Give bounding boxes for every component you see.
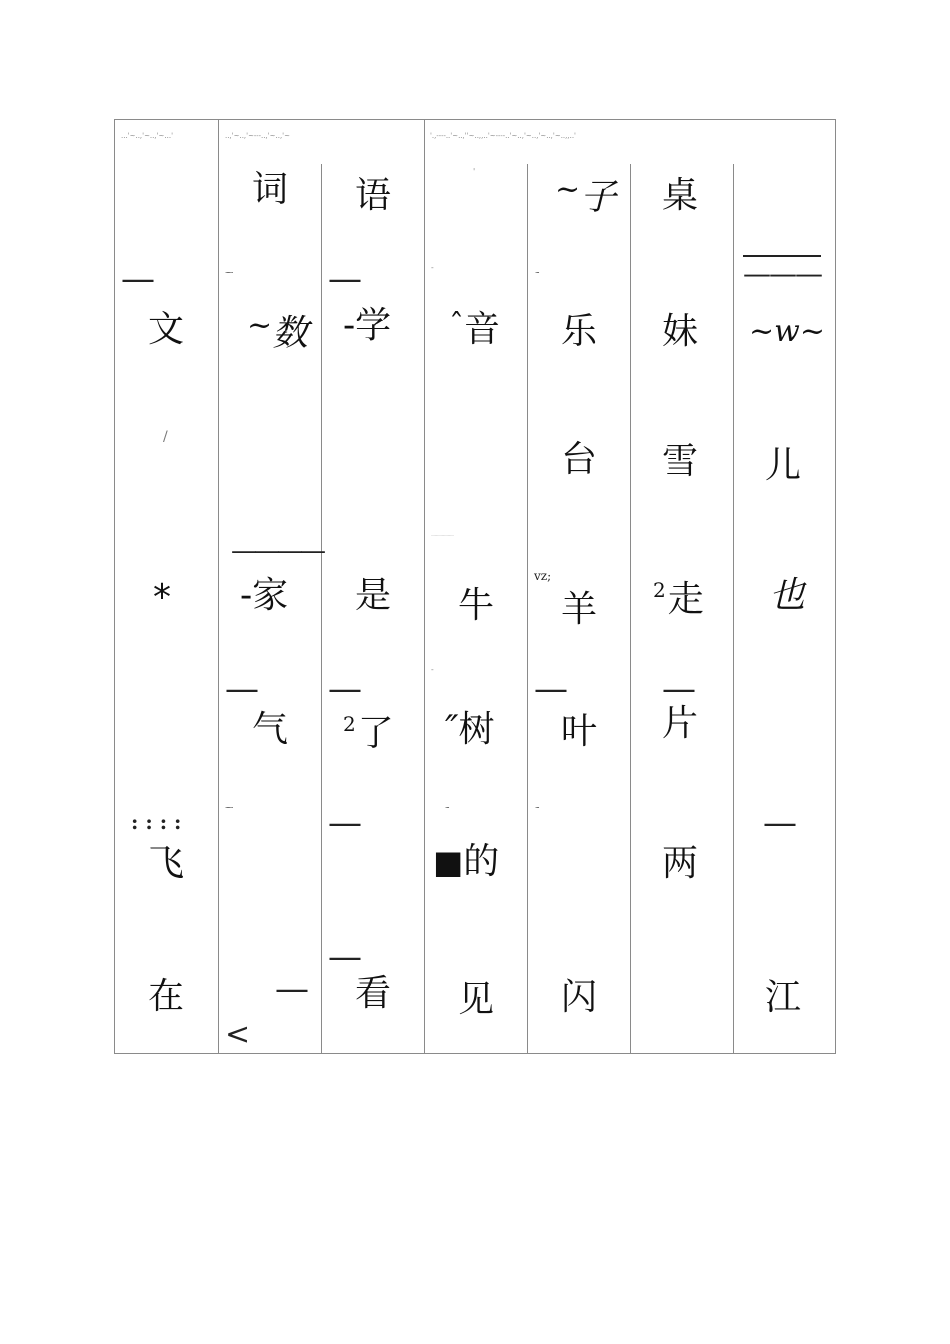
char-jiang: 江 <box>765 977 802 1018</box>
char-yin: 音 <box>464 309 501 350</box>
char-le: 了 <box>357 713 394 754</box>
char-qi: 气 <box>252 709 289 750</box>
dash-mark: — <box>328 803 362 843</box>
char-wen: 文 <box>148 309 185 350</box>
column-divider-1 <box>218 120 219 1053</box>
dash-mark: — <box>328 259 362 299</box>
char-zou: 走 <box>667 579 704 620</box>
column-divider-4 <box>527 164 528 1053</box>
w-tilde-mark: ~w~ <box>749 314 825 349</box>
tiny-mark: ' <box>473 167 476 176</box>
char-yu: 语 <box>355 175 392 216</box>
char-shan: 闪 <box>561 977 598 1018</box>
char-star: * <box>153 577 171 618</box>
char-zi: 子 <box>580 177 617 218</box>
column-divider-2 <box>321 164 322 1053</box>
char-er: 儿 <box>765 445 802 486</box>
char-fei: 飞 <box>148 843 185 884</box>
char-kan: 看 <box>355 973 392 1014</box>
prefix-dash: - <box>240 575 253 616</box>
tiny-dash: - <box>431 665 434 674</box>
black-square-mark: ■ <box>433 843 464 881</box>
dash-mark: — <box>534 669 568 709</box>
char-shu: 数 <box>272 313 309 354</box>
char-jia-with-prefix <box>240 576 288 616</box>
prefix-dash: - <box>343 305 356 346</box>
char-ci: 词 <box>252 169 289 210</box>
char-pian: 片 <box>662 703 699 744</box>
dash-mark: — <box>275 969 309 1009</box>
char-zai: 在 <box>148 976 185 1017</box>
header-group-1: ...'~..,'~..,'~...' <box>121 132 173 140</box>
dot-row: ...... <box>225 802 233 810</box>
char-jian: 见 <box>458 979 495 1020</box>
char-xue-snow: 雪 <box>662 441 699 482</box>
char-shu-tree: 树 <box>458 709 495 750</box>
char-le-with-sup <box>343 704 394 754</box>
char-de-with-square <box>433 842 499 882</box>
char-shi: 是 <box>355 575 392 616</box>
column-divider-5 <box>630 164 631 1053</box>
superscript-2: 2 <box>343 712 356 736</box>
dotted-line: .......................... <box>431 532 454 537</box>
caret-mark: ˆ <box>449 308 464 343</box>
dash-mark: — <box>328 937 362 977</box>
dash-mark: — <box>225 669 259 709</box>
char-zhuo: 桌 <box>662 175 699 216</box>
char-jia: 家 <box>252 575 289 616</box>
char-mei: 妹 <box>662 311 699 352</box>
column-divider-3 <box>424 120 425 1053</box>
char-xue-with-prefix <box>343 306 391 346</box>
colon-dots: : : : : <box>131 810 182 834</box>
char-zou-with-sup <box>653 570 704 620</box>
char-yue: 乐 <box>561 311 598 352</box>
column-divider-6 <box>733 164 734 1053</box>
char-xue: 学 <box>355 305 392 346</box>
vz-mark: vz; <box>534 569 552 583</box>
char-liang: 两 <box>662 843 699 884</box>
char-ye-also: 也 <box>769 575 806 616</box>
char-ye: 叶 <box>561 711 598 752</box>
header-group-2: ..,'~..,'~---..,'~..,'~ <box>225 132 290 140</box>
char-de: 的 <box>463 841 500 882</box>
char-yang: 羊 <box>561 589 598 630</box>
dash-mark: — <box>121 259 155 299</box>
dot-row: ... <box>535 267 539 275</box>
dot-row: ...... <box>225 267 233 275</box>
triple-bar-mark: ——— <box>743 257 821 290</box>
char-niu: 牛 <box>458 585 495 626</box>
char-shu-with-tilde <box>247 306 308 354</box>
char-tai: 台 <box>561 439 598 480</box>
superscript-2: 2 <box>653 578 666 602</box>
dash-mark: — <box>662 669 696 709</box>
dot-row: ... <box>535 802 539 810</box>
char-shu-tree-with-quote <box>445 710 494 750</box>
tilde-mark: ~ <box>247 308 273 343</box>
character-table <box>114 119 836 1054</box>
char-zi-with-tilde <box>555 170 616 218</box>
slash-mark: / <box>163 429 168 445</box>
dash-mark: — <box>328 669 362 709</box>
tilde-mark: ~ <box>555 172 581 207</box>
angle-mark: < <box>225 1017 251 1052</box>
header-group-3: '.,----..'~..,''~..,,..'~----..'~..,'~..,'~..,'~..,,..' <box>430 132 576 140</box>
dot-row: ... <box>445 802 449 810</box>
dash-mark: — <box>763 803 797 843</box>
double-prime-mark: ″ <box>445 709 459 750</box>
char-yin-with-caret <box>449 306 500 350</box>
dash-row: ———— <box>231 536 323 566</box>
tiny-dash: - <box>431 263 434 272</box>
